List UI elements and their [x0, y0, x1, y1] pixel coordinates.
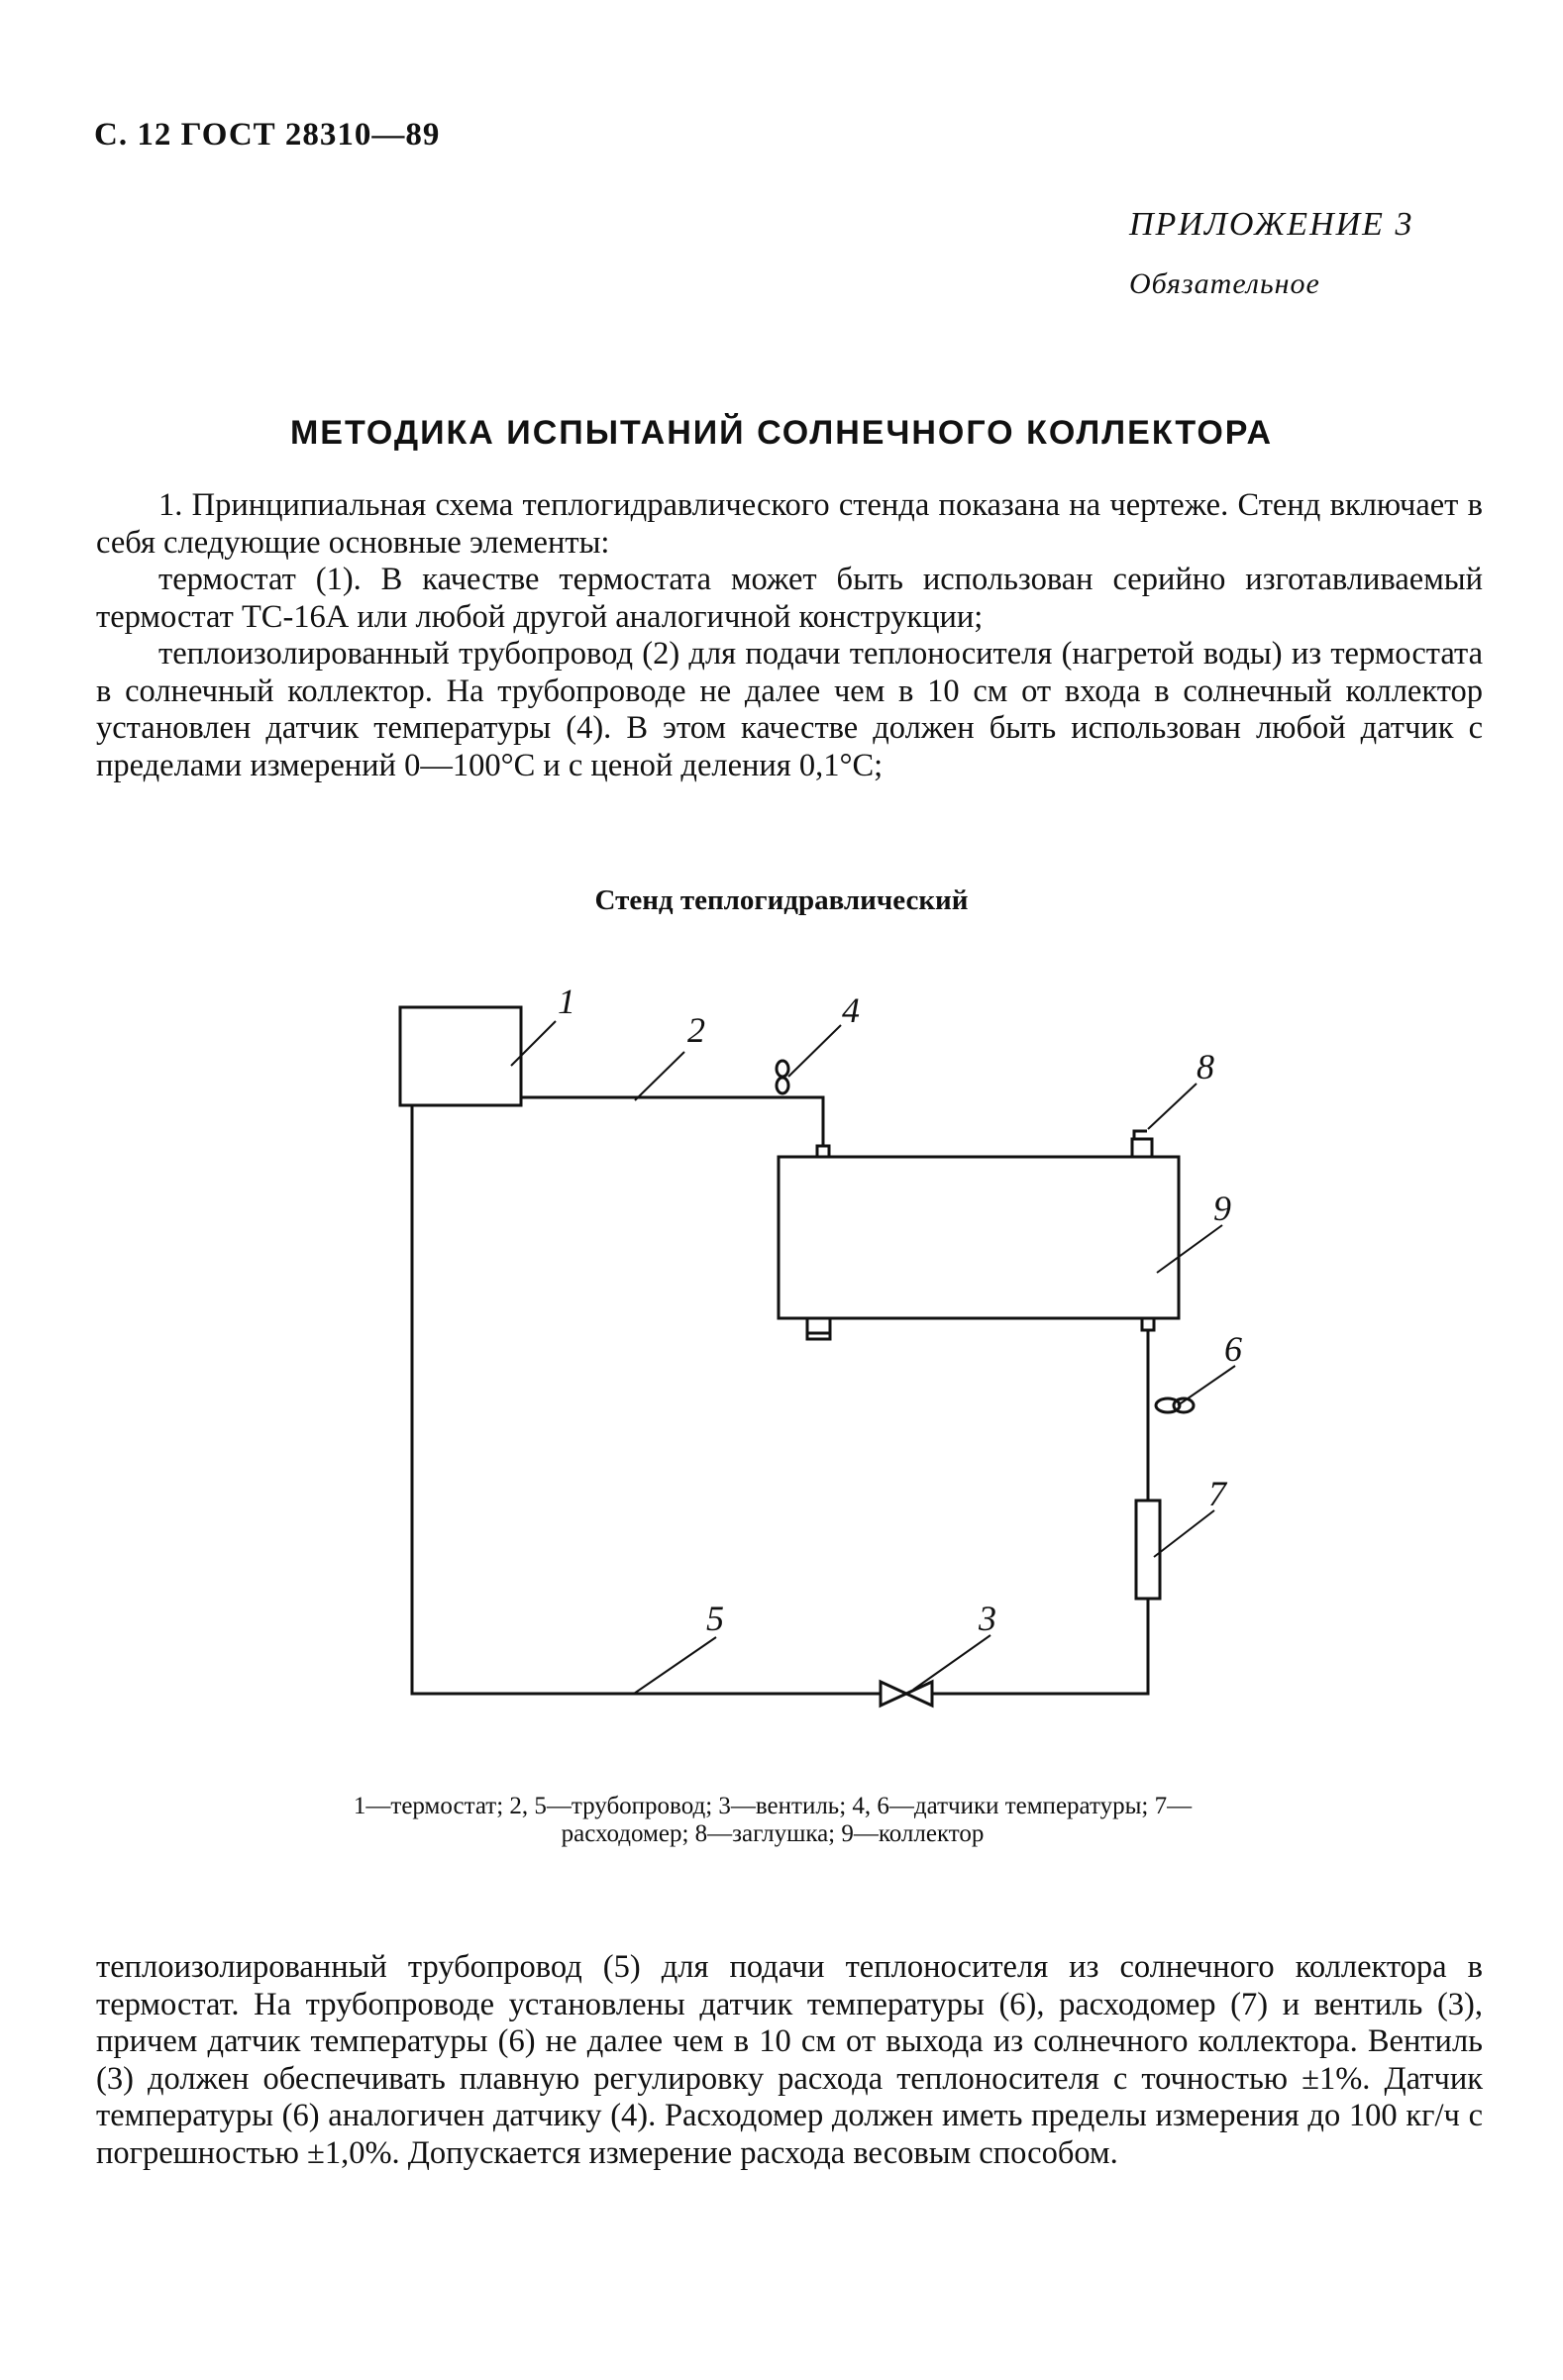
label-9: 9	[1213, 1189, 1231, 1228]
collector-box	[779, 1157, 1179, 1318]
paragraph-intro: 1. Принципиальная схема теплогидравлического стенда показана на чертеже. Стенд включает в себя следующие основные элементы:	[96, 487, 1483, 561]
paragraph-pipeline-2: теплоизолированный трубопровод (2) для подачи теплоносителя (нагретой воды) из термостата в солнечный коллектор. На трубопроводе не далее чем в 10 см от входа в солнечный коллектор установлен датчик температуры (4). В этом качестве должен быть использован любой датчик с пределами измерений 0—100°С и с ценой деления 0,1°С;	[96, 636, 1483, 783]
document-title: МЕТОДИКА ИСПЫТАНИЙ СОЛНЕЧНОГО КОЛЛЕКТОРА	[289, 414, 1274, 452]
collector-inlet-fitting	[817, 1146, 829, 1157]
section-1	[96, 487, 1483, 784]
valve-3	[881, 1682, 932, 1706]
label-6: 6	[1224, 1329, 1242, 1369]
supply-pipe	[521, 1097, 823, 1146]
label-8: 8	[1197, 1047, 1214, 1087]
label-5: 5	[706, 1599, 724, 1638]
figure-title: Стенд теплогидравлический	[594, 884, 969, 916]
leader-lines	[511, 1021, 1235, 1694]
label-1: 1	[558, 982, 575, 1021]
section-2	[96, 1949, 1483, 2172]
label-2: 2	[687, 1010, 705, 1050]
collector-outlet-fitting	[1142, 1318, 1154, 1330]
temperature-sensor-4	[777, 1061, 788, 1093]
label-3: 3	[979, 1599, 996, 1638]
paragraph-pipeline-5: теплоизолированный трубопровод (5) для подачи теплоносителя из солнечного коллектора в термостат. На трубопроводе установлены датчик температуры (6), расходомер (7) и вентиль (3), причем датчик температуры (6) не далее чем в 10 см от выхода из солнечного коллектора. Вентиль (3) должен обеспечивать плавную регулировку расхода теплоносителя с точностью ±1%. Датчик температуры (6) аналогичен датчику (4). Расходомер должен иметь пределы измерения до 100 кг/ч с погрешностью ±1,0%. Допускается измерение расхода весовым способом.	[96, 1949, 1483, 2171]
figure-caption: 1—термостат; 2, 5—трубопровод; 3—вентиль; 4, 6—датчики температуры; 7—расходомер; 8—заглушка; 9—коллектор	[353, 1793, 1193, 1847]
page-header: С. 12 ГОСТ 28310—89	[94, 117, 441, 153]
flowmeter-7	[1136, 1500, 1160, 1599]
paragraph-thermostat: термостат (1). В качестве термостата может быть использован серийно изготавливаемый термостат ТС-16А или любой другой аналогичной конструкции;	[96, 562, 1483, 635]
appendix-status: Обязательное	[1129, 267, 1320, 300]
plug-8	[1132, 1131, 1152, 1157]
appendix-label: ПРИЛОЖЕНИЕ 3	[1129, 206, 1414, 243]
label-4: 4	[842, 990, 860, 1030]
test-stand-diagram	[0, 971, 1563, 1743]
thermostat-box	[400, 1007, 521, 1105]
temperature-sensor-6	[1156, 1398, 1194, 1412]
label-7: 7	[1208, 1474, 1226, 1513]
collector-bottom-fitting	[807, 1318, 830, 1339]
